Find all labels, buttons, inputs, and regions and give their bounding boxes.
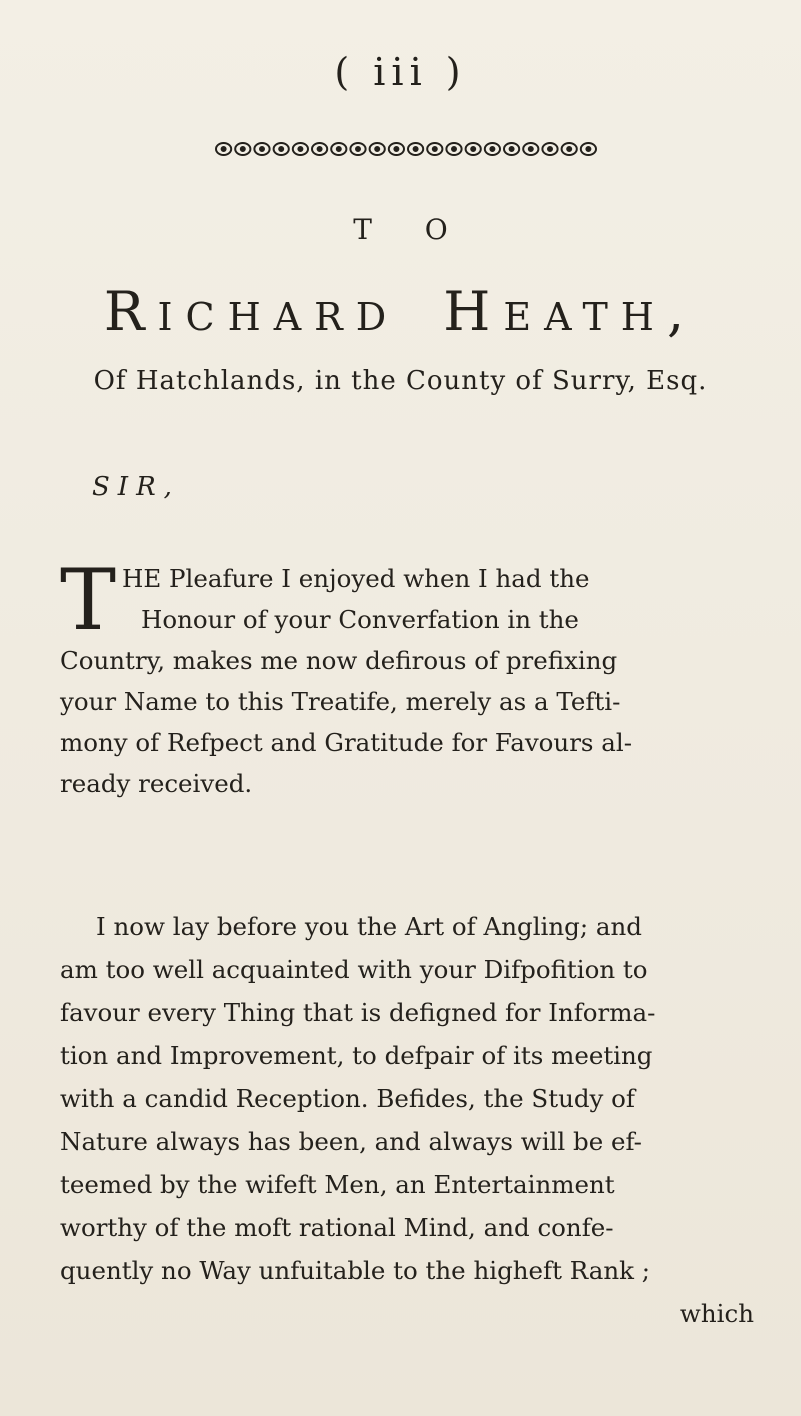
salutation: SIR, <box>92 472 180 502</box>
text-line: am too well acquainted with your Difpofition to <box>60 955 648 984</box>
paragraph-1 <box>60 551 760 804</box>
text-line: teemed by the wifeft Men, an Entertainment <box>60 1170 615 1199</box>
text-line: with a candid Reception. Befides, the Study of <box>60 1084 635 1113</box>
text-line: Nature always has been, and always will be ef- <box>60 1127 642 1156</box>
dedicatee-last-name: Heath, <box>443 280 698 343</box>
paragraph-2 <box>60 905 760 1335</box>
text-line: mony of Refpect and Gratitude for Favours al- <box>60 728 632 757</box>
catchword: which <box>679 1299 754 1328</box>
text-line: your Name to this Treatife, merely as a Tefti- <box>60 687 621 716</box>
dedicatee-first-name: Richard <box>103 280 400 343</box>
text-line: tion and Improvement, to defpair of its meeting <box>60 1041 653 1070</box>
text-line: ready received. <box>60 769 253 798</box>
page-number: ( iii ) <box>334 50 467 94</box>
text-line: Country, makes me now defirous of prefixing <box>60 646 618 675</box>
ornamental-rule-icon <box>214 140 598 158</box>
text-line: I now lay before you the Art of Angling; and <box>96 912 642 941</box>
drop-cap: T <box>60 551 117 649</box>
text-line: Honour of your Converfation in the <box>141 605 579 634</box>
dedicatee-subtitle: Of Hatchlands, in the County of Surry, Esq. <box>93 366 708 396</box>
text-line: favour every Thing that is defigned for Informa- <box>60 998 656 1027</box>
text-line: worthy of the moft rational Mind, and confe- <box>60 1213 614 1242</box>
text-line: HE Pleafure I enjoyed when I had the <box>122 564 590 593</box>
dedicatee-name <box>0 280 801 343</box>
text-line: quently no Way unfuitable to the higheft Rank ; <box>60 1256 651 1285</box>
dedication-to: T O <box>353 213 470 246</box>
